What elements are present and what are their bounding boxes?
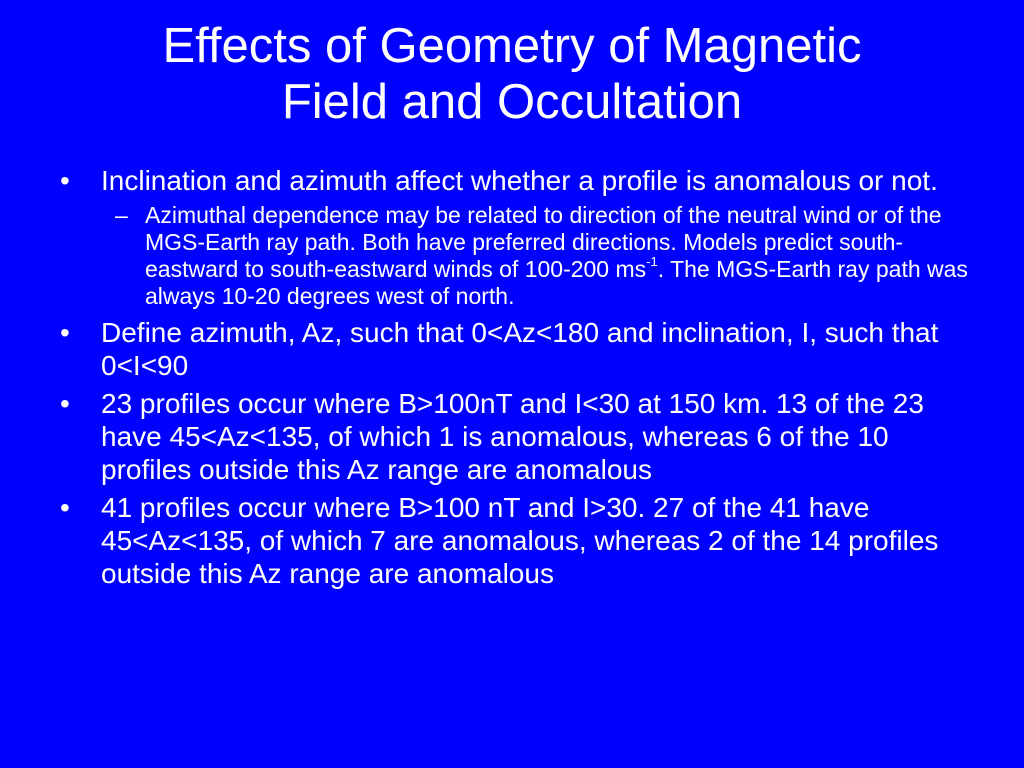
sub-bullet-item <box>60 202 980 310</box>
bullet-marker: • <box>60 492 70 523</box>
bullet-text: Define azimuth, Az, such that 0<Az<180 and inclination, I, such that 0<I<90 <box>101 317 939 381</box>
bullet-marker: • <box>60 317 70 348</box>
bullet-item <box>60 164 980 197</box>
bullet-text: 41 profiles occur where B>100 nT and I>30. 27 of the 41 have 45<Az<135, of which 7 are anomalous, whereas 2 of the 14 profiles outside this Az range are anomalous <box>101 492 939 589</box>
bullet-marker: • <box>60 388 70 419</box>
bullet-item <box>60 387 980 486</box>
sub-bullet-text-part1: Azimuthal dependence may be related to direction of the neutral wind or of the MGS-Earth ray path. Both have preferred directions. Models predict south-eastward to south-eastward winds of 100-200 ms <box>145 202 942 282</box>
sub-bullet-marker: – <box>115 202 128 228</box>
superscript: -1 <box>646 254 658 270</box>
title-line-1: Effects of Geometry of Magnetic <box>162 19 862 73</box>
bullet-item <box>60 316 980 382</box>
sub-bullet-text-part2: . The MGS-Earth ray path was always 10-20 degrees west of north. <box>145 256 968 309</box>
bullet-text: 23 profiles occur where B>100nT and I<30 at 150 km. 13 of the 23 have 45<Az<135, of which 1 is anomalous, whereas 6 of the 10 profiles outside this Az range are anomalous <box>101 388 924 485</box>
title-line-2: Field and Occultation <box>281 75 743 129</box>
slide-title <box>60 18 964 130</box>
bullet-marker: • <box>60 165 70 196</box>
bullet-item <box>60 491 980 590</box>
bullet-text: Inclination and azimuth affect whether a profile is anomalous or not. <box>101 165 938 196</box>
slide-content <box>60 164 980 595</box>
